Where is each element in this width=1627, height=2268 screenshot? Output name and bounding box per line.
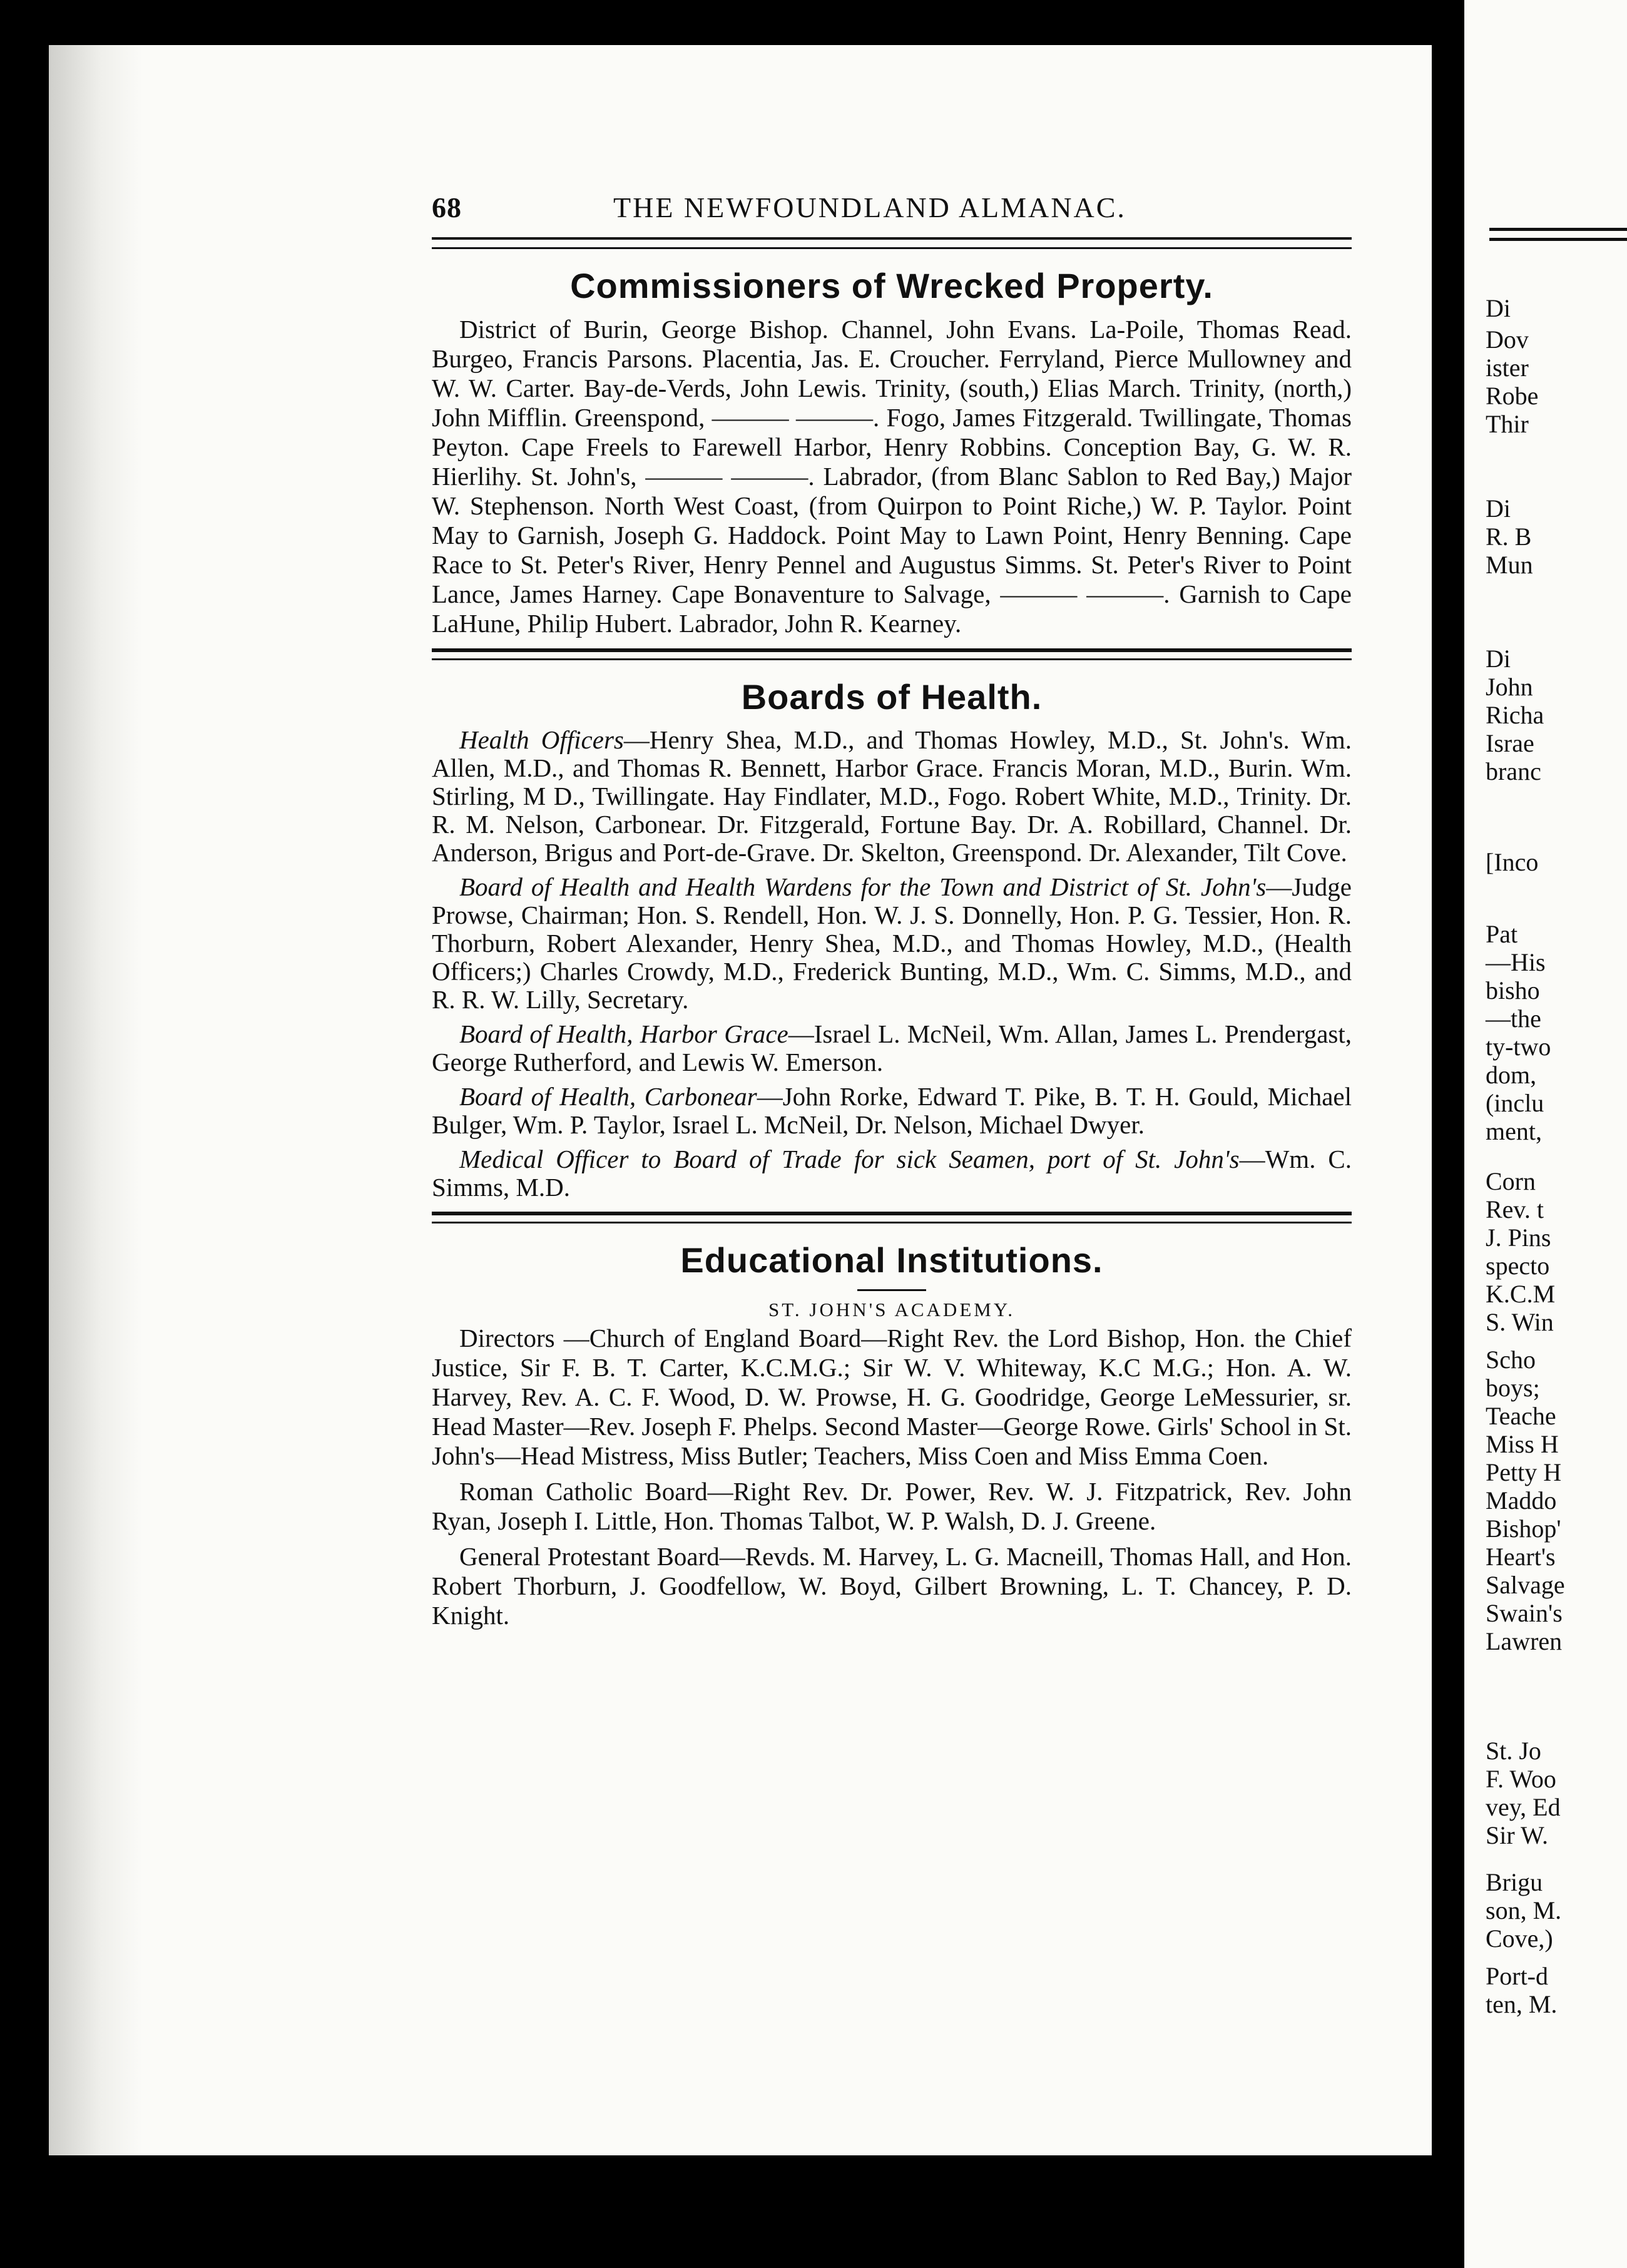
facing-page-fragment: ty-two (1486, 1033, 1551, 1061)
facing-page-fragment: Miss H (1486, 1430, 1559, 1458)
medical-officer-lead: Medical Officer to Board of Trade for sick Seamen, port of St. John's (459, 1145, 1240, 1173)
health-officers-text: —Henry Shea, M.D., and Thomas Howley, M.D., St. John's. Wm. Allen, M.D., and Thomas R. Bennett, Harbor Grace. Francis Moran, M.D., Burin. Wm. Stirling, M D., Twillingate. Hay Findlater, M.D., Fogo. Robert White, M.D., Trinity. Dr. R. M. Nelson, Carbonear. Dr. Fitzgerald, Fortune Bay. Dr. A. Robillard, Channel. Dr. Anderson, Brigus and Port-de-Grave. Dr. Skelton, Greenspond. Dr. Alexander, Tilt Cove. (432, 725, 1352, 867)
health-officers-lead: Health Officers (459, 725, 624, 754)
facing-page-fragment: Scho (1486, 1346, 1536, 1374)
header-rule (432, 237, 1352, 249)
facing-page-fragment: Robe (1486, 382, 1539, 410)
facing-page-fragment: Rev. t (1486, 1195, 1544, 1223)
facing-page-fragment: Mun (1486, 551, 1533, 579)
facing-page-fragment: —His (1486, 948, 1546, 976)
church-of-england-board-paragraph: Directors —Church of England Board—Right Rev. the Lord Bishop, Hon. the Chief Justice, Sir F. B. T. Carter, K.C.M.G.; Sir W. V. Whiteway, K.C M.G.; Hon. A. W. Harvey, Rev. A. C. F. Wood, D. W. Prowse, H. G. Goodridge, George LeMessurier, sr. Head Master—Rev. Joseph F. Phelps. Second Master—George Rowe. Girls' School in St. John's—Head Mistress, Miss Butler; Teachers, Miss Coen and Miss Emma Coen. (432, 1324, 1352, 1470)
facing-page-fragment: K.C.M (1486, 1280, 1556, 1308)
facing-page-fragment: Thir (1486, 410, 1529, 438)
harbor-grace-board-text: —Israel L. McNeil, Wm. Allan, James L. Prendergast, George Rutherford, and Lewis W. Emerson. (432, 1019, 1352, 1076)
facing-page-fragment: [Inco (1486, 848, 1539, 876)
section-title-wrecked-property: Commissioners of Wrecked Property. (570, 266, 1213, 305)
st-johns-board-paragraph (432, 873, 1352, 1014)
harbor-grace-board-lead: Board of Health, Harbor Grace (459, 1019, 788, 1048)
carbonear-board-paragraph (432, 1083, 1352, 1139)
section-title-educational-institutions: Educational Institutions. (680, 1240, 1103, 1280)
facing-page-fragment: Heart's (1486, 1543, 1556, 1571)
facing-page-fragment: son, M. (1486, 1896, 1562, 1924)
text-column (432, 191, 1352, 1637)
facing-page-fragment: Di (1486, 494, 1511, 523)
facing-page-rule (1489, 228, 1627, 231)
facing-page-fragment: branc (1486, 757, 1541, 785)
section-rule (432, 648, 1352, 660)
harbor-grace-board-paragraph (432, 1020, 1352, 1076)
facing-page-fragment: ister (1486, 354, 1529, 382)
facing-page-fragment: S. Win (1486, 1308, 1554, 1336)
st-johns-board-lead: Board of Health and Health Wardens for the Town and District of St. John's (459, 872, 1267, 901)
page-separator (1433, 45, 1464, 2155)
health-officers-paragraph (432, 726, 1352, 867)
facing-page-fragment: Di (1486, 645, 1511, 673)
facing-page-fragment: Port-d (1486, 1962, 1548, 1990)
section-title-boards-of-health: Boards of Health. (741, 677, 1043, 717)
wrecked-property-text: District of Burin, George Bishop. Channel, John Evans. La-Poile, Thomas Read. Burgeo, Francis Parsons. Placentia, Jas. E. Croucher. Ferryland, Pierce Mullowney and W. W. Carter. Bay-de-Verds, John Lewis. Trinity, (south,) Elias March. Trinity, (north,) John Mifflin. Greenspond, ——— ———. Fogo, James Fitzgerald. Twillingate, Thomas Peyton. Cape Freels to Farewell Harbor, Henry Robbins. Conception Bay, G. W. R. Hierlihy. St. John's, ——— ———. Labrador, (from Blanc Sablon to Red Bay,) Major W. Stephenson. North West Coast, (from Quirpon to Point Riche,) W. P. Taylor. Point May to Garnish, Joseph G. Haddock. Point May to Lawn Point, Henry Benning. Cape Race to St. Peter's River, Henry Pennel and Augustus Simms. St. Peter's River to Point Lance, James Harney. Cape Bonaventure to Salvage, ——— ———. Garnish to Cape LaHune, Philip Hubert. Labrador, John R. Kearney. (432, 315, 1352, 638)
facing-page-fragment: bisho (1486, 976, 1540, 1004)
facing-page-fragment: St. Jo (1486, 1737, 1541, 1765)
facing-page-fragment: Pat (1486, 920, 1518, 948)
facing-page-fragment: Salvage (1486, 1571, 1565, 1599)
facing-page-fragment: Richa (1486, 701, 1544, 729)
facing-page-fragment: (inclu (1486, 1089, 1544, 1117)
facing-page-fragment: ment, (1486, 1117, 1542, 1145)
binding-gutter (49, 45, 143, 2155)
facing-page-fragment: Israe (1486, 729, 1534, 757)
facing-page-fragment: Swain's (1486, 1599, 1563, 1627)
facing-page-fragment: Maddo (1486, 1486, 1557, 1515)
facing-page-fragment: ten, M. (1486, 1990, 1558, 2018)
facing-page-fragment: Corn (1486, 1167, 1536, 1195)
roman-catholic-board-paragraph: Roman Catholic Board—Right Rev. Dr. Power, Rev. W. J. Fitzpatrick, Rev. John Ryan, Joseph I. Little, Hon. Thomas Talbot, W. P. Walsh, D. J. Greene. (432, 1477, 1352, 1535)
facing-page-fragment: boys; (1486, 1374, 1540, 1402)
facing-page-fragment: Teache (1486, 1402, 1556, 1430)
facing-page-fragment: Bishop' (1486, 1515, 1561, 1543)
carbonear-board-text: —John Rorke, Edward T. Pike, B. T. H. Gould, Michael Bulger, Wm. P. Taylor, Israel L. McNeil, Dr. Nelson, Michael Dwyer. (432, 1082, 1352, 1139)
facing-page-fragment: Di (1486, 294, 1511, 322)
facing-page-fragment: Brigu (1486, 1868, 1543, 1896)
facing-page-fragment: Lawren (1486, 1627, 1563, 1655)
facing-page-fragment: J. Pins (1486, 1223, 1551, 1252)
medical-officer-paragraph (432, 1145, 1352, 1202)
page-number: 68 (432, 192, 462, 223)
protestant-board-paragraph: General Protestant Board—Revds. M. Harvey, L. G. Macneill, Thomas Hall, and Hon. Robert Thorburn, J. Goodfellow, W. Boyd, Gilbert Browning, L. T. Chancey, P. D. Knight. (432, 1542, 1352, 1630)
section-rule (432, 1212, 1352, 1223)
running-header (432, 191, 1352, 228)
academy-subtitle: ST. JOHN'S ACADEMY. (768, 1299, 1015, 1320)
facing-page-fragment: dom, (1486, 1061, 1537, 1089)
facing-page-fragment: R. B (1486, 523, 1532, 551)
facing-page-edge (1464, 0, 1627, 2268)
st-johns-board-text: —Judge Prowse, Chairman; Hon. S. Rendell, Hon. W. J. S. Donnelly, Hon. P. G. Tessier, Hon. R. Thorburn, Robert Alexander, Henry Shea, M.D., and Thomas Howley, M.D., (Health Officers;) Charles Crowdy, M.D., Frederick Bunting, M.D., Wm. C. Simms, M.D., and R. R. W. Lilly, Secretary. (432, 872, 1352, 1014)
carbonear-board-lead: Board of Health, Carbonear (459, 1082, 757, 1111)
facing-page-fragment: John (1486, 673, 1533, 701)
facing-page-fragment: F. Woo (1486, 1765, 1556, 1793)
facing-page-fragment: vey, Ed (1486, 1793, 1561, 1821)
facing-page-fragment: Petty H (1486, 1458, 1562, 1486)
facing-page-fragment: —the (1486, 1004, 1541, 1033)
facing-page-fragment: specto (1486, 1252, 1550, 1280)
short-rule (857, 1289, 926, 1291)
facing-page-fragment: Cove,) (1486, 1924, 1553, 1953)
medical-officer-text: —Wm. C. Simms, M.D. (432, 1145, 1352, 1202)
facing-page-rule (1489, 238, 1627, 241)
running-title: THE NEWFOUNDLAND ALMANAC. (613, 192, 1126, 223)
facing-page-fragment: Sir W. (1486, 1821, 1549, 1849)
facing-page-fragment: Dov (1486, 325, 1529, 354)
